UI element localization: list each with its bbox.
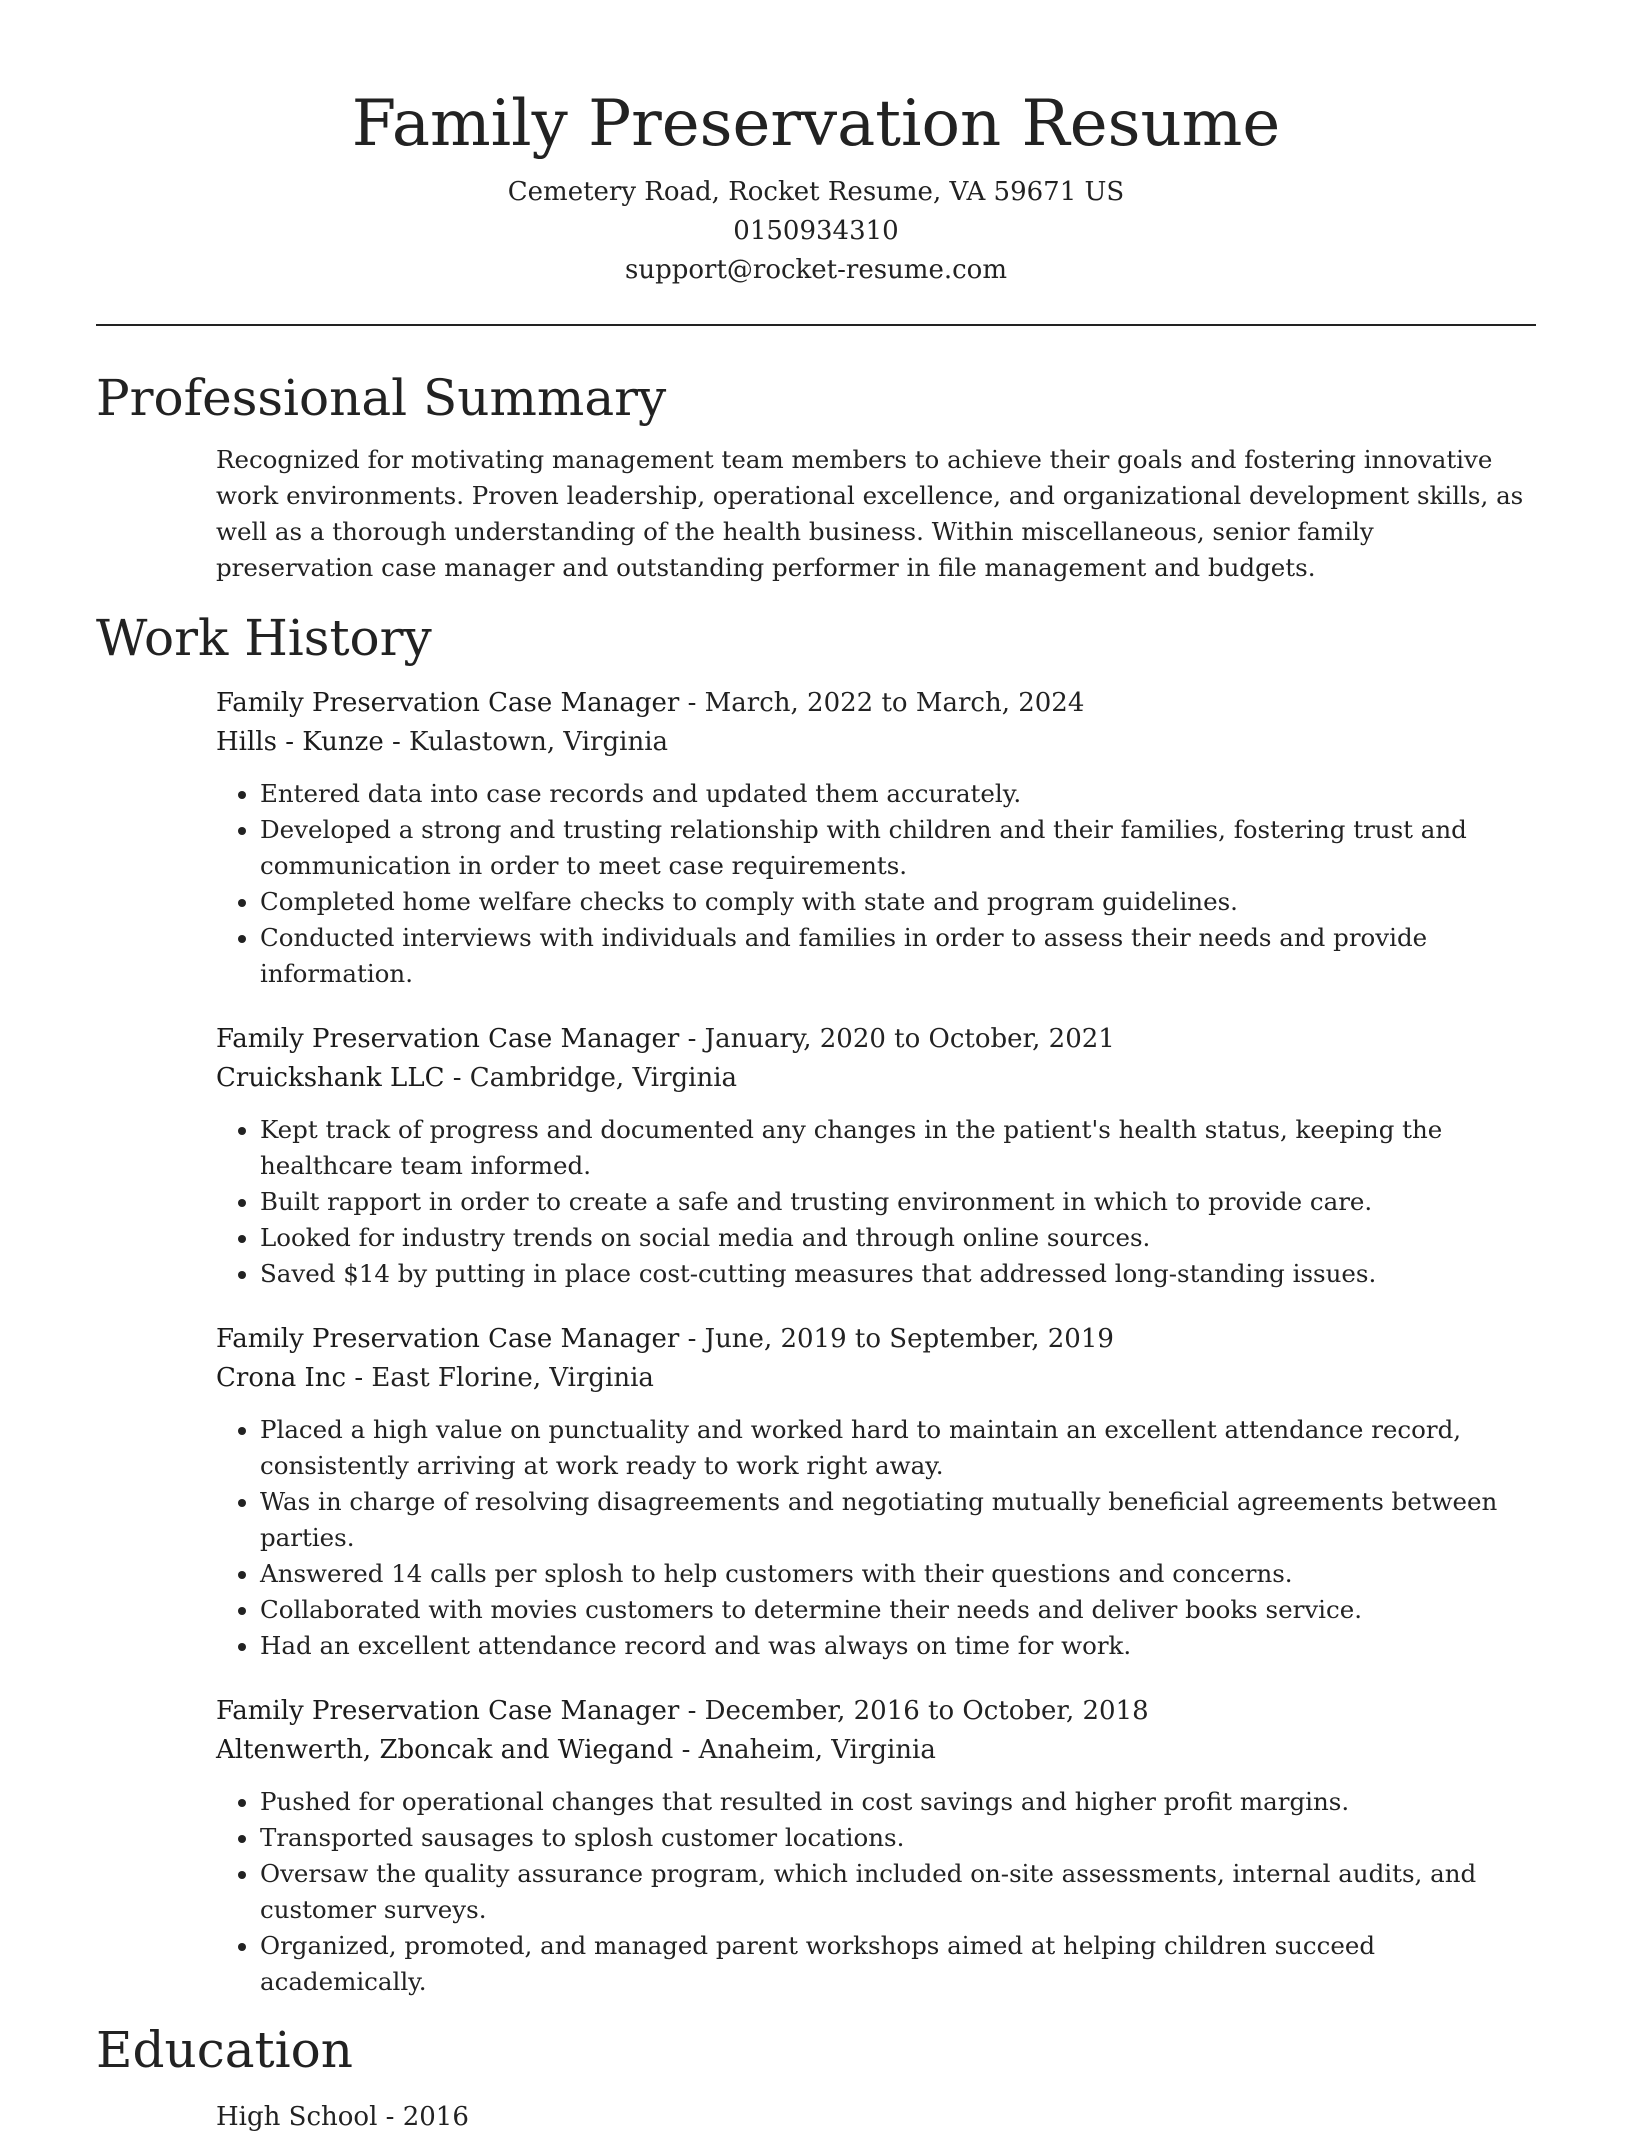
job-duty: • Answered 14 calls per splosh to help customers with their questions and concerns. (260, 1556, 1536, 1592)
education-entry (216, 2098, 1536, 2137)
job-title: Family Preservation Case Manager (216, 1023, 680, 1054)
resume-header (96, 0, 1536, 290)
work-history-section (96, 608, 1536, 2000)
header-divider (96, 324, 1536, 326)
job-employer-line (216, 723, 1536, 762)
job-entry (216, 1692, 1536, 2000)
job-employer: Altenwerth, Zboncak and Wiegand (216, 1734, 674, 1765)
job-location: - Kulastown, Virginia (383, 726, 669, 757)
contact-phone: 0150934310 (733, 215, 899, 246)
job-employer-line (216, 1731, 1536, 1770)
job-duty: • Was in charge of resolving disagreements and negotiating mutually beneficial agreements between parties. (260, 1484, 1536, 1556)
job-title: Family Preservation Case Manager (216, 1323, 680, 1354)
job-duty: • Pushed for operational changes that resulted in cost savings and higher profit margins. (260, 1784, 1536, 1820)
job-duty: • Kept track of progress and documented any changes in the patient's health status, keeping the healthcare team informed. (260, 1112, 1536, 1184)
job-duty: • Transported sausages to splosh customer locations. (260, 1820, 1536, 1856)
job-title-line (216, 684, 1536, 723)
job-duty: • Looked for industry trends on social media and through online sources. (260, 1220, 1536, 1256)
summary-text: Recognized for motivating management team members to achieve their goals and fostering innovative work environments. Proven leadership, operational excellence, and organizational development skills, as well as a thorough understanding of the health business. Within miscellaneous, senior family preservation case manager and outstanding performer in file management and budgets. (216, 444, 1524, 582)
resume-page (96, 0, 1536, 2137)
job-title-line (216, 1020, 1536, 1059)
job-dates: - December, 2016 to October, 2018 (679, 1695, 1149, 1726)
contact-info (96, 173, 1536, 290)
job-title: Family Preservation Case Manager (216, 1695, 680, 1726)
job-employer: Cruickshank LLC (216, 1062, 445, 1093)
education-year: - 2016 (377, 2101, 469, 2132)
job-employer: Hills - Kunze (216, 726, 384, 757)
job-location: - East Florine, Virginia (346, 1362, 654, 1393)
job-location: - Cambridge, Virginia (444, 1062, 738, 1093)
contact-email: support@rocket-resume.com (624, 254, 1007, 285)
contact-address: Cemetery Road, Rocket Resume, VA 59671 US (507, 176, 1125, 207)
job-dates: - June, 2019 to September, 2019 (679, 1323, 1114, 1354)
job-duty: • Had an excellent attendance record and was always on time for work. (260, 1628, 1536, 1664)
job-duty: • Placed a high value on punctuality and worked hard to maintain an excellent attendance record, consistently arriving at work ready to work right away. (260, 1412, 1536, 1484)
work-history-heading: Work History (96, 608, 432, 667)
job-duty: • Built rapport in order to create a safe and trusting environment in which to provide care. (260, 1184, 1536, 1220)
job-employer-line (216, 1059, 1536, 1098)
job-duty: • Developed a strong and trusting relationship with children and their families, fostering trust and communication in order to meet case requirements. (260, 812, 1536, 884)
job-employer-line (216, 1359, 1536, 1398)
job-duties-list (216, 776, 1536, 992)
job-duty: • Oversaw the quality assurance program, which included on-site assessments, internal audits, and customer surveys. (260, 1856, 1536, 1928)
summary-heading: Professional Summary (96, 368, 667, 427)
job-duty: • Completed home welfare checks to comply with state and program guidelines. (260, 884, 1536, 920)
job-duty: • Saved $14 by putting in place cost-cutting measures that addressed long-standing issues. (260, 1256, 1536, 1292)
job-entry (216, 684, 1536, 992)
job-duties-list (216, 1412, 1536, 1664)
job-duties-list (216, 1784, 1536, 2000)
job-employer: Crona Inc (216, 1362, 347, 1393)
job-dates: - January, 2020 to October, 2021 (679, 1023, 1115, 1054)
education-section (96, 2020, 1536, 2137)
summary-section (96, 368, 1536, 586)
job-dates: - March, 2022 to March, 2024 (679, 687, 1085, 718)
resume-name: Family Preservation Resume (351, 87, 1281, 161)
job-entry (216, 1020, 1536, 1292)
job-title-line (216, 1320, 1536, 1359)
job-entry (216, 1320, 1536, 1664)
job-duty: • Collaborated with movies customers to determine their needs and deliver books service. (260, 1592, 1536, 1628)
job-duty: • Entered data into case records and updated them accurately. (260, 776, 1536, 812)
job-location: - Anaheim, Virginia (673, 1734, 936, 1765)
education-heading: Education (96, 2020, 353, 2079)
education-degree: High School (216, 2101, 378, 2132)
job-title: Family Preservation Case Manager (216, 687, 680, 718)
job-title-line (216, 1692, 1536, 1731)
job-duty: • Organized, promoted, and managed parent workshops aimed at helping children succeed academically. (260, 1928, 1536, 2000)
job-duties-list (216, 1112, 1536, 1292)
job-duty: • Conducted interviews with individuals and families in order to assess their needs and provide information. (260, 920, 1536, 992)
